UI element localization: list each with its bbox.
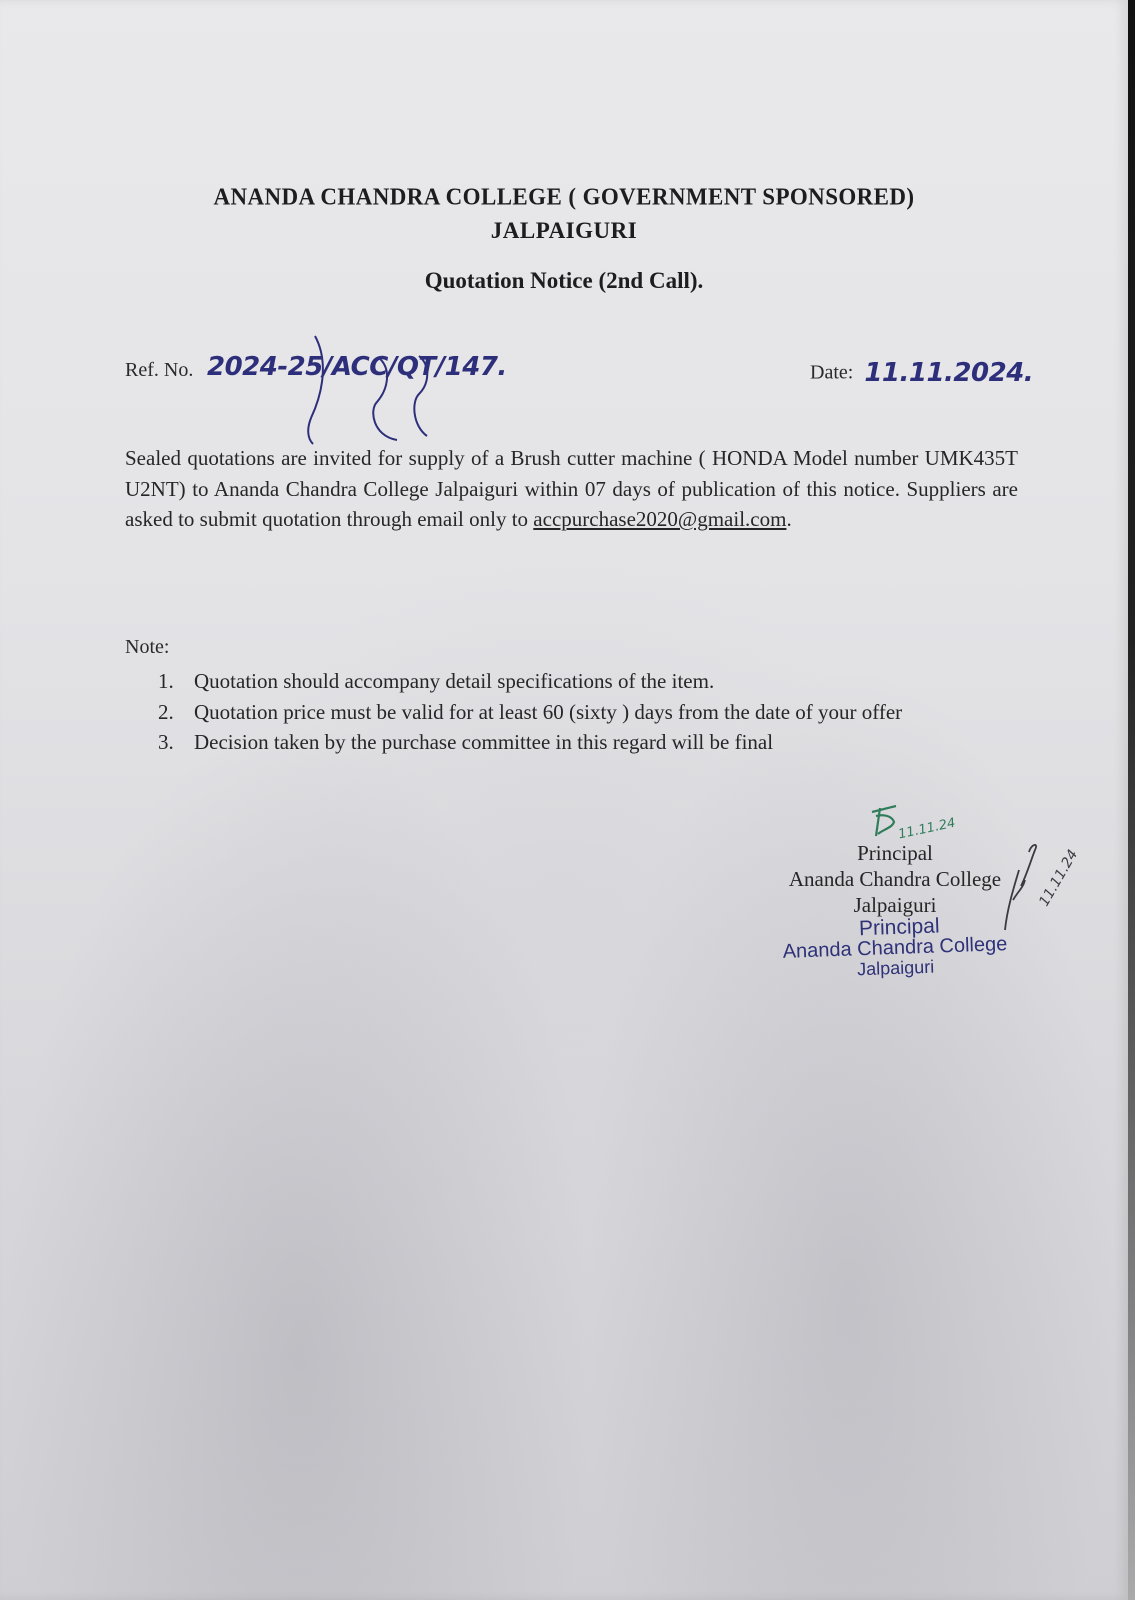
- stamp-title: Principal: [858, 914, 940, 941]
- note-text: Quotation price must be valid for at least 60 (sixty ) days from the date of your offer: [194, 699, 903, 724]
- note-item: [158, 727, 902, 758]
- note-label: Note:: [125, 636, 170, 658]
- signatory-city: Jalpaiguri: [853, 893, 937, 917]
- note-number: 1.: [158, 669, 174, 693]
- stamp-institution: Ananda Chandra College: [782, 933, 1008, 963]
- ref-number-handwritten-wrap: [207, 344, 567, 444]
- page-right-edge-shadow: [1128, 0, 1135, 1600]
- signatory-title: Principal: [857, 841, 933, 865]
- side-note-date: 11.11.24: [1036, 847, 1082, 910]
- note-number: 3.: [158, 730, 174, 754]
- note-item: [158, 666, 902, 697]
- side-handwritten-signature: [995, 830, 1085, 940]
- note-list: [158, 666, 902, 758]
- note-item: [158, 697, 902, 728]
- date-handwritten: 11.11.2024.: [864, 358, 1034, 388]
- note-text: Quotation should accompany detail specifications of the item.: [194, 669, 715, 693]
- email-link[interactable]: accpurchase2020@gmail.com: [533, 507, 787, 531]
- green-initial-date: 11.11.24: [897, 815, 957, 843]
- date-row: [810, 358, 1033, 388]
- note-number: 2.: [158, 699, 174, 724]
- signatory-institution: Ananda Chandra College: [788, 867, 1002, 891]
- institution-city: JALPAIGURI: [490, 218, 638, 243]
- ref-number-handwritten: 2024-25/ACC/QT/147.: [207, 352, 507, 382]
- note-text: Decision taken by the purchase committee in this regard will be final: [194, 730, 774, 754]
- ref-label: Ref. No.: [125, 358, 194, 381]
- body-text: Sealed quotations are invited for supply of a Brush cutter machine ( HONDA Model number UMK435T U2NT) to Ananda Chandra College Jalpaiguri within 07 days of publication of this notice. Suppliers are asked to submit quotation through email only to: [125, 446, 1018, 531]
- body-text-end: .: [786, 507, 792, 531]
- stamp-city: Jalpaiguri: [856, 956, 935, 980]
- body-paragraph: [125, 443, 1018, 535]
- handwritten-slash-strokes: [207, 318, 567, 448]
- notice-title: Quotation Notice (2nd Call).: [424, 268, 704, 293]
- typed-signature: [770, 840, 1020, 918]
- date-label: Date:: [810, 361, 854, 384]
- reference-row: [125, 352, 507, 382]
- signature-block: [770, 800, 1020, 1000]
- institution-name: ANANDA CHANDRA COLLEGE ( GOVERNMENT SPONSORED): [213, 183, 915, 210]
